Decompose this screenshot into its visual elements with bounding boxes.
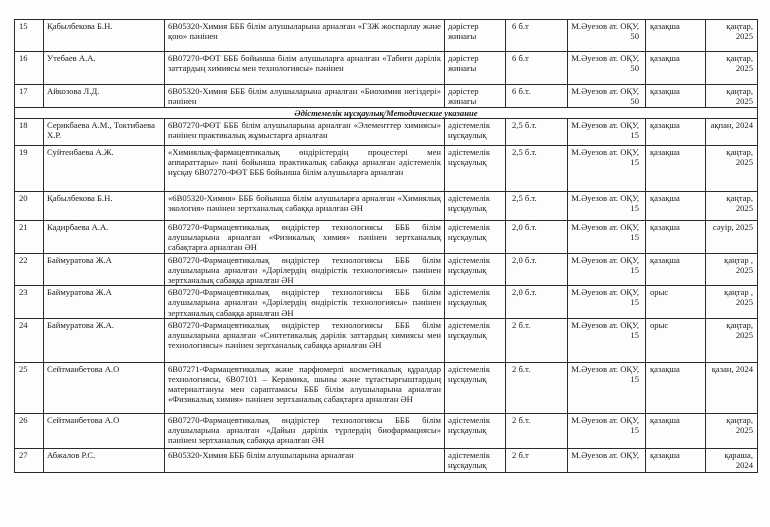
publish-date: қараша, 2024 xyxy=(706,448,758,472)
volume: 2,0 б.т. xyxy=(506,253,568,286)
work-title: 6В07271-Фармацевтикалық және парфюмерлі косметикалық құралдар технологиясы, 6В07101 – Керамика, шыны және тұтастырғыштардың материалтануы мен сараптамасы БББ білім алушыларына арналған «Физикалық химия» пәнінен зертханалық сабақтарға арналған ӘН xyxy=(165,362,445,413)
language: қазақша xyxy=(646,413,706,448)
row-number: 24 xyxy=(15,318,44,362)
author-name: Қабылбекова Б.Н. xyxy=(44,192,165,221)
table-row xyxy=(15,362,758,413)
language: қазақша xyxy=(646,146,706,192)
work-title: 6В07270-Фармацевтикалық өндірістер технологиясы БББ білім алушыларына арналған «Дәрілердің өндірістік технологиясы» пәнінен зертханалық сабаққа арналған ӘН xyxy=(165,253,445,286)
publish-date: қаңтар, 2025 xyxy=(706,52,758,85)
publish-date: сәуір, 2025 xyxy=(706,221,758,254)
publisher: М.Әуезов ат. ОҚУ, 15 xyxy=(568,253,646,286)
work-title: 6В05320-Химия БББ білім алушыларына арналған xyxy=(165,448,445,472)
row-number: 17 xyxy=(15,85,44,108)
language: қазақша xyxy=(646,448,706,472)
publish-date: қаңтар, 2025 xyxy=(706,192,758,221)
table-row xyxy=(15,192,758,221)
table-body-after-section xyxy=(15,119,758,473)
publication-type: әдістемелік нұсқаулық xyxy=(445,253,506,286)
volume: 2 б.т. xyxy=(506,318,568,362)
author-name: Айкозова Л.Д. xyxy=(44,85,165,108)
language: қазақша xyxy=(646,52,706,85)
publish-date: қазан, 2024 xyxy=(706,362,758,413)
volume: 2,5 б.т. xyxy=(506,146,568,192)
publication-type: әдістемелік нұсқаулық xyxy=(445,286,506,319)
table-row xyxy=(15,146,758,192)
publication-type: әдістемелік нұсқаулық xyxy=(445,362,506,413)
table-row xyxy=(15,413,758,448)
work-title: 6В07270-Фармацевтикалық өндірістер технологиясы БББ білім алушыларына арналған «Физикалық химия» пәнінен зертханалық сабақтарға арналған ӘН xyxy=(165,221,445,254)
row-number: 18 xyxy=(15,119,44,146)
author-name: Утебаев А.А. xyxy=(44,52,165,85)
table-row xyxy=(15,119,758,146)
author-name: Баймуратова Ж.А xyxy=(44,286,165,319)
volume: 6 б.т xyxy=(506,52,568,85)
language: қазақша xyxy=(646,20,706,52)
volume: 2,0 б.т. xyxy=(506,221,568,254)
author-name: Баймуратова Ж.А. xyxy=(44,318,165,362)
publications-table xyxy=(14,19,758,473)
table-row xyxy=(15,221,758,254)
author-name: Суйтенбаева А.Ж. xyxy=(44,146,165,192)
author-name: Кадирбаева А.А. xyxy=(44,221,165,254)
volume: 2 б.т. xyxy=(506,413,568,448)
publication-type: дәрістер жинағы xyxy=(445,20,506,52)
work-title: 6В07270-ФӨТ БББ бойынша білім алушыларға арналған «Табиғи дәрілік заттардың химиясы мен технологиясы» пәнінен xyxy=(165,52,445,85)
publisher: М.Әуезов ат. ОҚУ, 15 xyxy=(568,362,646,413)
author-name: Сейтманбетова А.О xyxy=(44,413,165,448)
table-row xyxy=(15,85,758,108)
publication-type: әдістемелік нұсқаулық xyxy=(445,146,506,192)
publication-type: әдістемелік нұсқаулық xyxy=(445,318,506,362)
row-number: 20 xyxy=(15,192,44,221)
publication-type: дәрістер жинағы xyxy=(445,52,506,85)
author-name: Баймуратова Ж.А xyxy=(44,253,165,286)
work-title: 6В07270-Фармацевтикалық өндірістер технологиясы БББ білім алушыларына арналған «Синтетикалық дәрілік заттардың химиясы мен технологиясы» пәнінен зертханалық сабаққа арналған ӘН xyxy=(165,318,445,362)
author-name: Абжалов Р.С. xyxy=(44,448,165,472)
work-title: 6В05320-Химия БББ білім алушыларына арналған «ГЗЖ жоспарлау және қою» пәнінен xyxy=(165,20,445,52)
language: орыс xyxy=(646,318,706,362)
publish-date: қаңтар, 2025 xyxy=(706,318,758,362)
section-title: Әдістемелік нұсқаулық/Методические указание xyxy=(15,108,758,119)
publisher: М.Әуезов ат. ОҚУ, 15 xyxy=(568,318,646,362)
language: қазақша xyxy=(646,85,706,108)
publish-date: қаңтар , 2025 xyxy=(706,286,758,319)
publish-date: қаңтар, 2025 xyxy=(706,146,758,192)
work-title: 6В05320-Химия БББ білім алушыларына арналған «Биохимия негіздері» пәнінен xyxy=(165,85,445,108)
table-row xyxy=(15,20,758,52)
publisher: М.Әуезов ат. ОҚУ, xyxy=(568,448,646,472)
publication-type: әдістемелік нұсқаулық xyxy=(445,413,506,448)
table-row xyxy=(15,286,758,319)
row-number: 21 xyxy=(15,221,44,254)
table-row xyxy=(15,448,758,472)
volume: 6 б.т xyxy=(506,20,568,52)
publisher: М.Әуезов ат. ОҚУ, 15 xyxy=(568,192,646,221)
language: қазақша xyxy=(646,362,706,413)
author-name: Серикбаева А.М., Токтибаева Х.Р. xyxy=(44,119,165,146)
table-row xyxy=(15,253,758,286)
work-title: 6В07270-Фармацевтикалық өндірістер технологиясы БББ білім алушыларына арналған «Дәрілердің өндірістік технологиясы» пәнінен зертханалық сабаққа арналған ӘН xyxy=(165,286,445,319)
publish-date: қаңтар, 2025 xyxy=(706,413,758,448)
volume: 6 б.т. xyxy=(506,85,568,108)
volume: 2,0 б.т. xyxy=(506,286,568,319)
work-title: «6В05320-Химия» БББ бойынша білім алушыларға арналған «Химиялық экология» пәнінен зертханалық сабаққа арналған ӘН xyxy=(165,192,445,221)
publication-type: әдістемелік нұсқаулық xyxy=(445,192,506,221)
volume: 2,5 б.т. xyxy=(506,192,568,221)
publish-date: ақпан, 2024 xyxy=(706,119,758,146)
publication-type: әдістемелік нұсқаулық xyxy=(445,119,506,146)
publisher: М.Әуезов ат. ОҚУ, 15 xyxy=(568,119,646,146)
publish-date: қаңтар, 2025 xyxy=(706,85,758,108)
publisher: М.Әуезов ат. ОҚУ, 50 xyxy=(568,52,646,85)
row-number: 27 xyxy=(15,448,44,472)
publisher: М.Әуезов ат. ОҚУ, 15 xyxy=(568,413,646,448)
work-title: «Химиялық-фармацевтикалық өндірістердің процестері мен аппараттары» пәні бойынша практикалық сабаққа арналған әдістемелік нұсқау 6В07270-ФӨТ БББ бойынша білім алушыларға арналған xyxy=(165,146,445,192)
publisher: М.Әуезов ат. ОҚУ, 15 xyxy=(568,146,646,192)
row-number: 15 xyxy=(15,20,44,52)
work-title: 6В07270-Фармацевтикалық өндірістер технологиясы БББ білім алушыларына арналған «Дайын дәрілік түрлердің биофармациясы» пәнінен зертханалық сабаққа арналған ӘН xyxy=(165,413,445,448)
volume: 2,5 б.т. xyxy=(506,119,568,146)
row-number: 16 xyxy=(15,52,44,85)
author-name: Сейтманбетова А.О xyxy=(44,362,165,413)
row-number: 26 xyxy=(15,413,44,448)
language: орыс xyxy=(646,286,706,319)
row-number: 19 xyxy=(15,146,44,192)
publisher: М.Әуезов ат. ОҚУ, 15 xyxy=(568,286,646,319)
table-row xyxy=(15,318,758,362)
language: қазақша xyxy=(646,119,706,146)
row-number: 23 xyxy=(15,286,44,319)
publication-type: әдістемелік нұсқаулық xyxy=(445,221,506,254)
publication-type: дәрістер жинағы xyxy=(445,85,506,108)
table-body-before-section xyxy=(15,20,758,108)
publish-date: қаңтар, 2025 xyxy=(706,20,758,52)
language: қазақша xyxy=(646,221,706,254)
language: қазақша xyxy=(646,192,706,221)
publisher: М.Әуезов ат. ОҚУ, 50 xyxy=(568,20,646,52)
publisher: М.Әуезов ат. ОҚУ, 15 xyxy=(568,221,646,254)
publish-date: қаңтар , 2025 xyxy=(706,253,758,286)
section-header xyxy=(15,108,758,119)
publication-type: әдістемелік нұсқаулық xyxy=(445,448,506,472)
row-number: 22 xyxy=(15,253,44,286)
volume: 2 б.т xyxy=(506,448,568,472)
volume: 2 б.т. xyxy=(506,362,568,413)
author-name: Қабылбекова Б.Н. xyxy=(44,20,165,52)
table-row xyxy=(15,52,758,85)
row-number: 25 xyxy=(15,362,44,413)
publisher: М.Әуезов ат. ОҚУ, 50 xyxy=(568,85,646,108)
language: қазақша xyxy=(646,253,706,286)
work-title: 6В07270-ФӨТ БББ білім алушыларына арналған «Элементтер химиясы» пәнінен практикалық жұмыстарға арналған xyxy=(165,119,445,146)
